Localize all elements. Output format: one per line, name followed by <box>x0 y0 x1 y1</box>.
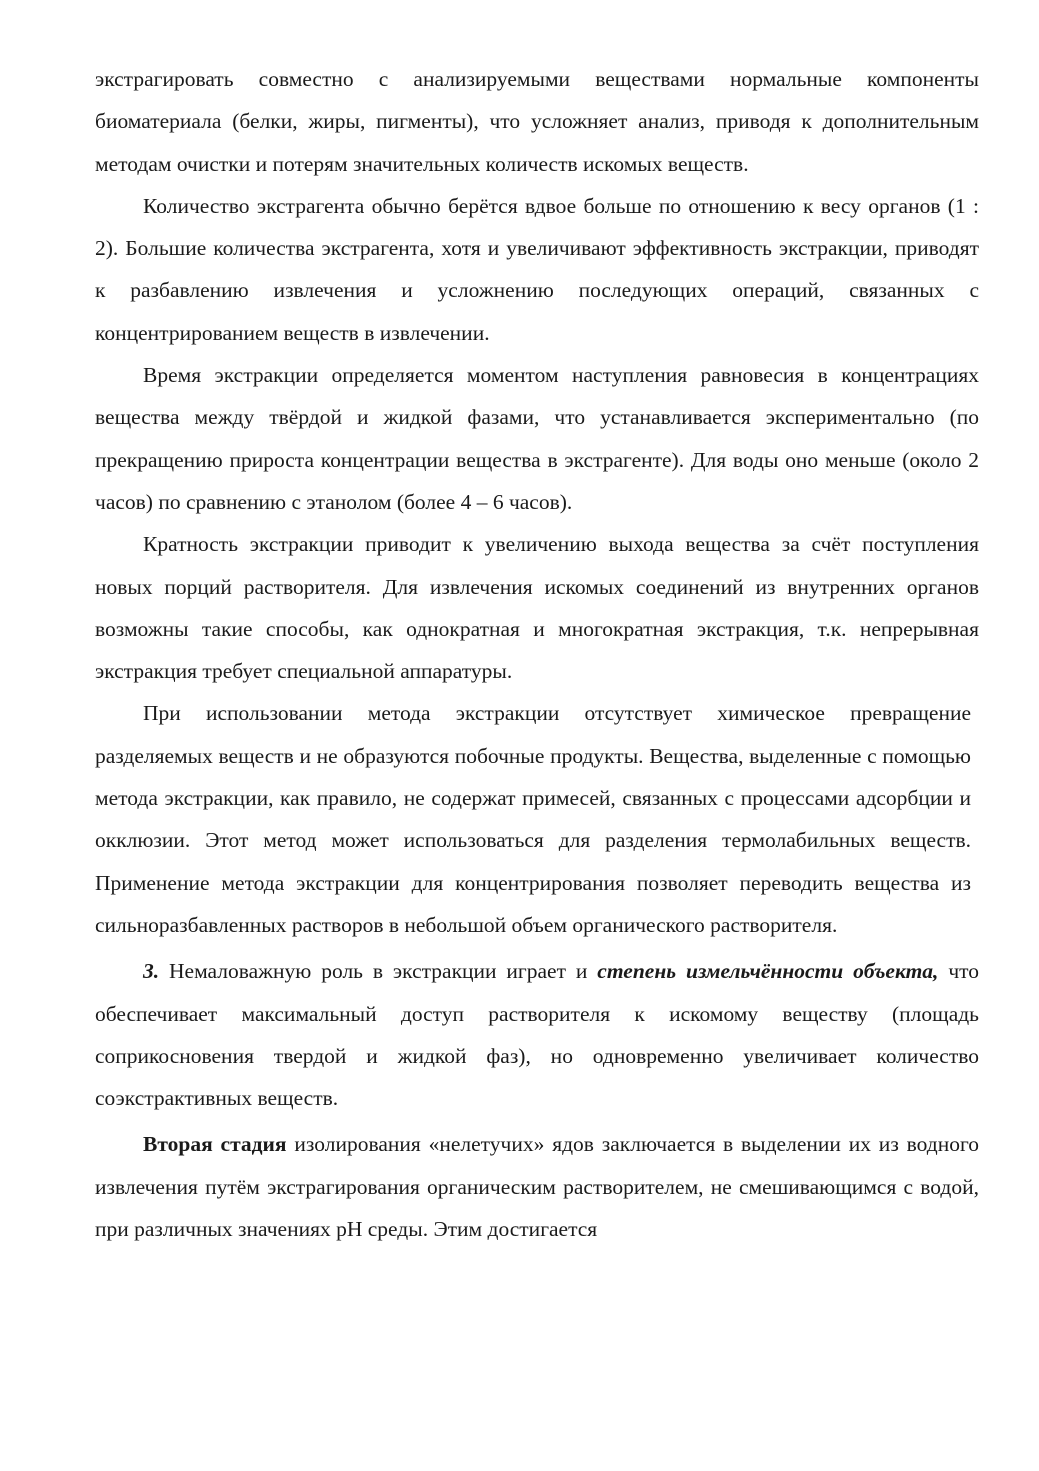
emphasized-term: степень измельчённости объекта, <box>597 959 939 984</box>
paragraph-extractant-amount: Количество экстрагента обычно берётся вдвое больше по отношению к весу органов (1 : 2). Большие количества экстрагента, хотя и увеличивают эффективность экстракции, приводят к разбавлению извлечения и усложнению последующих операций, связанных с концентрированием веществ в извлечении. <box>95 193 979 345</box>
paragraph-text: изолирования «нелетучих» ядов заключается в выделении их из водного извлечения путём экстрагирования органическим растворителем, не смешивающимся с водой, при различных значениях pH среды. Этим достигается <box>95 1132 980 1242</box>
paragraph-extraction-multiplicity: Кратность экстракции приводит к увеличению выхода вещества за счёт поступления новых порций растворителя. Для извлечения искомых соединений из внутренних органов возможны такие способы, как однократная и многократная экстракция, т.к. непрерывная экстракция требует специальной аппаратуры. <box>95 532 979 684</box>
paragraph-extraction-time: Время экстракции определяется моментом наступления равновесия в концентрациях вещества между твёрдой и жидкой фазами, что устанавливается экспериментально (по прекращению прироста концентрации вещества в экстрагенте). Для воды оно меньше (около 2 часов) по сравнению с этанолом (более 4 – 6 часов). <box>95 363 979 514</box>
paragraph-second-stage <box>95 1123 979 1250</box>
bold-term: Вторая стадия <box>143 1132 287 1157</box>
paragraph-text: что обеспечивает максимальный доступ растворителя к искомому веществу (площадь соприкосновения твердой и жидкой фаз), но одновременно увеличивает количество соэкстрактивных веществ. <box>95 959 979 1111</box>
paragraph-continuation: экстрагировать совместно с анализируемыми веществами нормальные компоненты биоматериала (белки, жиры, пигменты), что усложняет анализ, приводя к дополнительным методам очистки и потерям значительных количеств искомых веществ. <box>95 67 979 176</box>
paragraph-grinding-degree <box>95 950 979 1119</box>
list-number: 3. <box>143 959 160 984</box>
paragraph-method-advantages: При использовании метода экстракции отсутствует химическое превращение разделяемых веществ и не образуются побочные продукты. Вещества, выделенные с помощью метода экстракции, как правило, не содержат примесей, связанных с процессами адсорбции и окклюзии. Этот метод может использоваться для разделения термолабильных веществ. Применение метода экстракции для концентрирования позволяет переводить вещества из сильноразбавленных растворов в небольшой объем органического растворителя. <box>95 701 971 937</box>
paragraph-text: Немаловажную роль в экстракции играет и <box>159 959 598 984</box>
